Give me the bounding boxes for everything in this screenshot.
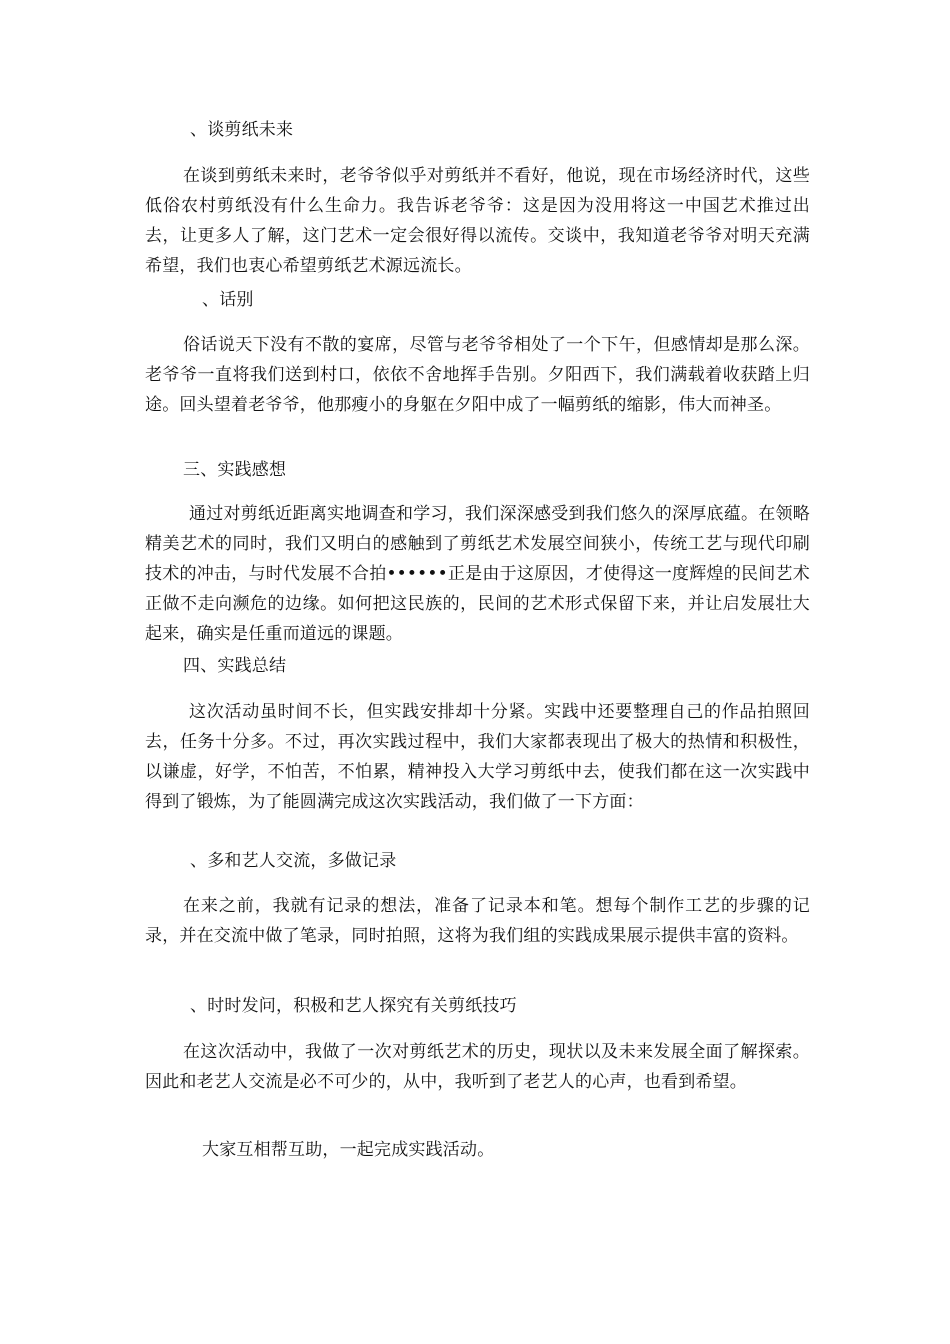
paragraph-ask-questions: 在这次活动中，我做了一次对剪纸艺术的历史，现状以及未来发展全面了解探索。因此和老艺人交流是必不可少的，从中，我听到了老艺人的心声，也看到希望。: [145, 1042, 810, 1092]
heading-paper-cutting-future: 、谈剪纸未来: [190, 120, 294, 140]
heading-communicate-record: 、多和艺人交流，多做记录: [190, 851, 397, 871]
heading-practice-reflections: 三、实践感想: [183, 460, 287, 480]
heading-practice-summary: 四、实践总结: [183, 656, 287, 676]
paragraph-practice-reflections: 通过对剪纸近距离实地调查和学习，我们深深感受到我们悠久的深厚底蕴。在领略精美艺术的同时，我们又明白的感触到了剪纸艺术发展空间狭小，传统工艺与现代印刷技术的冲击，与时代发展不合拍••••••正是由于这原因，才使得这一度辉煌的民间艺术正做不走向濒危的边缘。如何把这民族的，民间的艺术形式保留下来，并让启发展壮大起来，确实是任重而道远的课题。: [145, 504, 810, 644]
paragraph-practice-summary: 这次活动虽时间不长，但实践安排却十分紧。实践中还要整理自己的作品拍照回去，任务十分多。不过，再次实践过程中，我们大家都表现出了极大的热情和积极性，以谦虚，好学，不怕苦，不怕累，精神投入大学习剪纸中去，使我们都在这一次实践中得到了锻炼，为了能圆满完成这次实践活动，我们做了一下方面：: [145, 702, 810, 812]
paragraph-mutual-help: 大家互相帮互助，一起完成实践活动。: [202, 1140, 495, 1160]
paragraph-paper-cutting-future: 在谈到剪纸未来时，老爷爷似乎对剪纸并不看好，他说，现在市场经济时代，这些低俗农村剪纸没有什么生命力。我告诉老爷爷：这是因为没用将这一中国艺术推过出去，让更多人了解，这门艺术一定会很好得以流传。交谈中，我知道老爷爷对明天充满希望，我们也衷心希望剪纸艺术源远流长。: [145, 166, 810, 276]
heading-farewell: 、话别: [202, 290, 254, 310]
heading-ask-questions: 、时时发问，积极和艺人探究有关剪纸技巧: [190, 996, 517, 1016]
paragraph-communicate-record: 在来之前，我就有记录的想法，准备了记录本和笔。想每个制作工艺的步骤的记录，并在交流中做了笔录，同时拍照，这将为我们组的实践成果展示提供丰富的资料。: [145, 896, 810, 946]
paragraph-farewell: 俗话说天下没有不散的宴席，尽管与老爷爷相处了一个下午，但感情却是那么深。老爷爷一直将我们送到村口，依依不舍地挥手告别。夕阳西下，我们满载着收获踏上归途。回头望着老爷爷，他那瘦小的身躯在夕阳中成了一幅剪纸的缩影，伟大而神圣。: [145, 335, 810, 415]
